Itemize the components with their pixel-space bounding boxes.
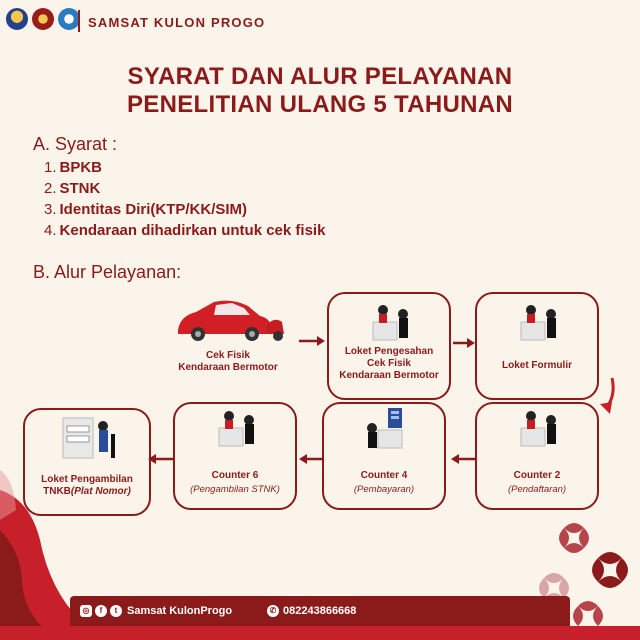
step-sublabel: (Pengambilan STNK) bbox=[190, 484, 280, 495]
step-label: Loket Formulir bbox=[501, 360, 572, 371]
service-desk-icon bbox=[517, 300, 561, 344]
flow-step-loket-formulir bbox=[475, 292, 599, 400]
whatsapp-icon[interactable]: ✆ bbox=[267, 605, 279, 617]
arrow-left-icon bbox=[449, 452, 477, 466]
arrow-right-icon bbox=[297, 334, 327, 348]
social-handle[interactable]: Samsat KulonProgo bbox=[127, 605, 233, 617]
police-logo-icon bbox=[6, 8, 28, 30]
requirement-item: 1. BPKB bbox=[44, 159, 103, 176]
step-sublabel: (Pembayaran) bbox=[353, 484, 415, 495]
flow-step-counter-4 bbox=[322, 402, 446, 510]
car-motorcycle-icon bbox=[174, 296, 286, 344]
flow-step-loket-pengesahan bbox=[327, 292, 451, 400]
flow-step-counter-2 bbox=[475, 402, 599, 510]
flow-step-cek-fisik bbox=[166, 292, 290, 400]
arrow-right-icon bbox=[451, 336, 477, 350]
alur-heading: B. Alur Pelayanan: bbox=[33, 262, 182, 282]
social-icons bbox=[80, 605, 122, 617]
twitter-icon[interactable]: t bbox=[110, 605, 122, 617]
plate-counter-icon bbox=[59, 412, 119, 464]
requirement-item: 2. STNK bbox=[44, 180, 101, 197]
logo-group bbox=[6, 8, 80, 30]
flow-step-counter-6 bbox=[173, 402, 297, 510]
syarat-heading: A. Syarat : bbox=[33, 134, 118, 154]
step-label: Counter 2 bbox=[513, 470, 561, 481]
footer-band bbox=[0, 626, 640, 640]
arrow-left-icon bbox=[146, 452, 176, 466]
step-label: Counter 4 bbox=[360, 470, 408, 481]
instagram-icon[interactable]: ◎ bbox=[80, 605, 92, 617]
step-label: Cek Fisik Kendaraan Bermotor bbox=[178, 350, 278, 373]
service-desk-icon bbox=[215, 406, 259, 450]
requirement-item: 3. Identitas Diri(KTP/KK/SIM) bbox=[44, 201, 248, 218]
step-label: Loket Pengambilan TNKB(Plat Nomor) bbox=[41, 474, 133, 497]
curved-arrow-icon bbox=[596, 376, 620, 416]
facebook-icon[interactable]: f bbox=[95, 605, 107, 617]
jasa-raharja-logo-icon bbox=[58, 8, 80, 30]
whatsapp-number[interactable]: 082243866668 bbox=[283, 605, 357, 617]
step-label: Counter 6 bbox=[211, 470, 259, 481]
arrow-left-icon bbox=[297, 452, 325, 466]
brand-name: SAMSAT KULON PROGO bbox=[88, 15, 266, 30]
title-line-1: SYARAT DAN ALUR PELAYANAN bbox=[127, 63, 513, 90]
payment-kiosk-icon bbox=[364, 406, 410, 454]
step-label: Loket Pengesahan Cek Fisik Kendaraan Bermotor bbox=[339, 346, 439, 381]
province-logo-icon bbox=[32, 8, 54, 30]
service-desk-icon bbox=[517, 406, 561, 450]
service-desk-icon bbox=[369, 300, 413, 344]
header-divider bbox=[78, 10, 80, 32]
page-title bbox=[0, 63, 640, 119]
title-line-2: PENELITIAN ULANG 5 TAHUNAN bbox=[126, 91, 514, 118]
requirement-item: 4. Kendaraan dihadirkan untuk cek fisik bbox=[44, 222, 326, 239]
step-sublabel: (Pendaftaran) bbox=[507, 484, 567, 495]
